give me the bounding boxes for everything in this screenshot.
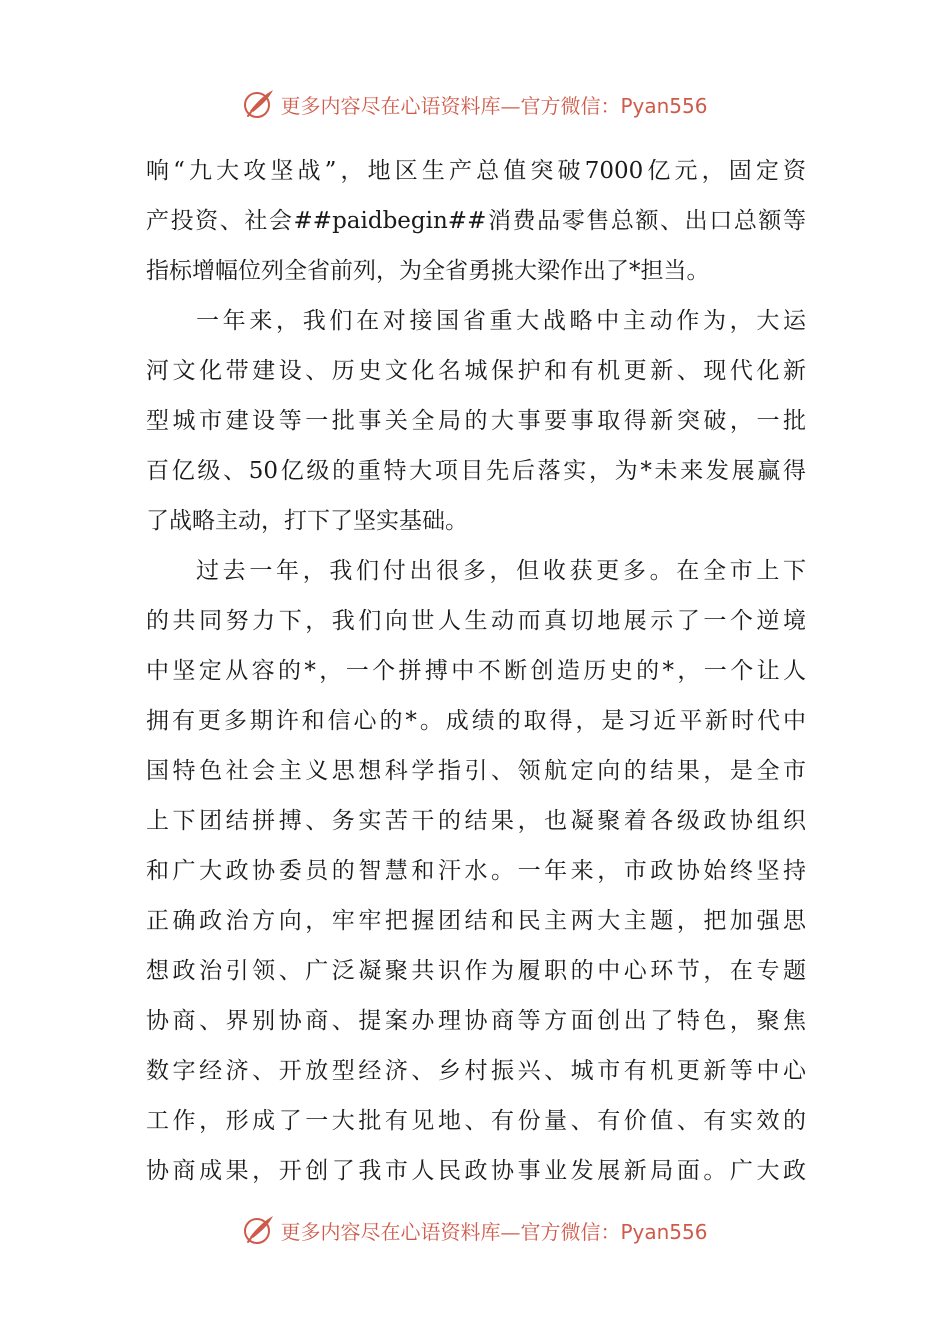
body-line: 和广大政协委员的智慧和汗水。一年来，市政协始终坚持 (146, 858, 806, 884)
body-line: 国特色社会主义思想科学指引、领航定向的结果，是全市 (146, 758, 806, 784)
footer-banner (0, 1210, 950, 1250)
paragraph-first-line: 过去一年，我们付出很多，但收获更多。在全市上下 (196, 558, 806, 584)
body-line: 的共同努力下，我们向世人生动而真切地展示了一个逆境 (146, 608, 806, 634)
body-line: 指标增幅位列全省前列，为全省勇挑大梁作出了*担当。 (146, 258, 710, 284)
header-banner-text: 更多内容尽在心语资料库— (280, 93, 521, 118)
footer-banner-text: 更多内容尽在心语资料库— (280, 1219, 521, 1244)
body-line: 百亿级、50亿级的重特大项目先后落实，为*未来发展赢得 (146, 458, 806, 484)
quill-logo-icon (242, 87, 276, 121)
body-line: 响“九大攻坚战”，地区生产总值突破7000亿元，固定资 (146, 158, 806, 184)
header-banner-wechat: 官方微信：Pyan556 (520, 93, 708, 118)
body-line: 河文化带建设、历史文化名城保护和有机更新、现代化新 (146, 358, 806, 384)
body-line: 拥有更多期许和信心的*。成绩的取得，是习近平新时代中 (146, 708, 806, 734)
body-line: 协商成果，开创了我市人民政协事业发展新局面。广大政 (146, 1158, 806, 1184)
document-body (146, 146, 806, 1196)
body-line: 工作，形成了一大批有见地、有份量、有价值、有实效的 (146, 1108, 806, 1134)
body-line: 协商、界别协商、提案办理协商等方面创出了特色，聚焦 (146, 1008, 806, 1034)
header-banner (0, 84, 950, 124)
body-line: 想政治引领、广泛凝聚共识作为履职的中心环节，在专题 (146, 958, 806, 984)
body-line: 上下团结拼搏、务实苦干的结果，也凝聚着各级政协组织 (146, 808, 806, 834)
body-line: 产投资、社会##paidbegin##消费品零售总额、出口总额等 (146, 208, 806, 234)
body-line: 型城市建设等一批事关全局的大事要事取得新突破，一批 (146, 408, 806, 434)
body-line: 中坚定从容的*，一个拼搏中不断创造历史的*，一个让人 (146, 658, 806, 684)
quill-logo-icon (242, 1213, 276, 1247)
body-line: 了战略主动，打下了坚实基础。 (146, 508, 468, 534)
body-line: 数字经济、开放型经济、乡村振兴、城市有机更新等中心 (146, 1058, 806, 1084)
paragraph-first-line: 一年来，我们在对接国省重大战略中主动作为，大运 (196, 308, 806, 334)
body-line: 正确政治方向，牢牢把握团结和民主两大主题，把加强思 (146, 908, 806, 934)
footer-banner-wechat: 官方微信：Pyan556 (520, 1219, 708, 1244)
